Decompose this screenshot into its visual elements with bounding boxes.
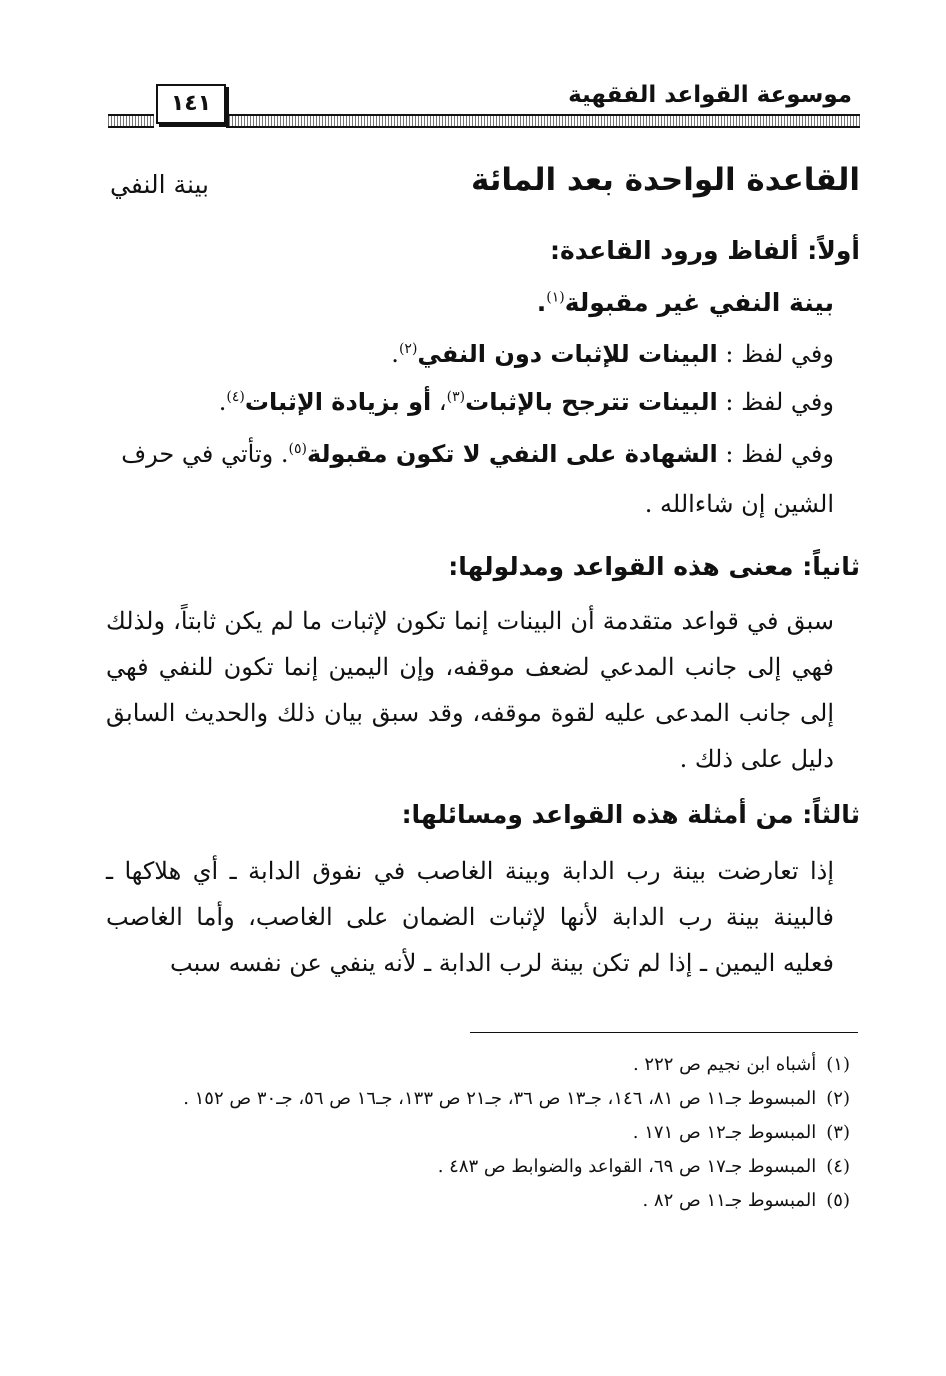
- footnotes: [114, 1048, 850, 1218]
- footnote-text: المبسوط جـ١٧ ص ٦٩، القواعد والضوابط ص ٤٨٣ .: [437, 1156, 817, 1177]
- variant-phrase: البينات للإثبات دون النفي: [417, 340, 718, 368]
- header-rule: [226, 114, 860, 128]
- footnote-item: [114, 1048, 850, 1082]
- footnote-text: أشباه ابن نجيم ص ٢٢٢ .: [632, 1054, 817, 1075]
- footnote-item: [114, 1082, 850, 1116]
- main-phrase: بينة النفي غير مقبولة: [564, 288, 834, 317]
- variant-prefix: وفي لفظ :: [717, 440, 834, 468]
- footnote-text: المبسوط جـ١٢ ص ١٧١ .: [632, 1122, 817, 1143]
- footnote-item: [114, 1184, 850, 1218]
- meaning-paragraph: سبق في قواعد متقدمة أن البينات إنما تكون لإثبات ما لم يكن ثابتاً، ولذلك فهي إلى جانب المدعي لضعف موقفه، وإن اليمين إنما تكون للنفي فهي إلى جانب المدعى عليه لقوة موقفه، وقد سبق بيان ذلك والحديث السابق دليل على ذلك .: [106, 607, 834, 773]
- footnote-ref-3[interactable]: (٣): [446, 389, 466, 405]
- variant-wording-4: [121, 440, 834, 468]
- page-number: ١٤١: [156, 84, 226, 124]
- variant-rest: . وتأتي في حرف: [121, 440, 289, 468]
- section-heading-meaning: ثانياً: معنى هذه القواعد ومدلولها:: [448, 552, 860, 581]
- running-header: [108, 78, 860, 126]
- examples-paragraph: إذا تعارضت بينة رب الدابة وبينة الغاصب في نفوق الدابة ـ أي هلاكها ـ فالبينة بينة رب الدابة لأنها لإثبات الضمان على الغاصب، وأما الغاصب فعليه اليمين ـ إذا لم تكن بينة لرب الدابة ـ لأنه ينفي عن نفسه سبب: [106, 857, 834, 977]
- variant-wording-2: وفي لفظ : البينات للإثبات دون النفي$^{(٢)}$.: [391, 340, 834, 368]
- footnote-ref-1[interactable]: (١): [546, 289, 565, 306]
- footnote-item: [114, 1150, 850, 1184]
- footnote-number: (٥): [826, 1190, 850, 1211]
- footnote-ref-5[interactable]: (٥): [288, 441, 307, 457]
- footnote-number: (٢): [826, 1088, 850, 1109]
- rule-subject: بينة النفي: [110, 170, 209, 199]
- section-heading-examples: ثالثاً: من أمثلة هذه القواعد ومسائلها:: [401, 800, 860, 829]
- footnote-item: [114, 1116, 850, 1150]
- variant-phrase-extra: أو بزيادة الإثبات: [244, 388, 432, 416]
- variant-phrase: الشهادة على النفي لا تكون مقبولة: [306, 440, 718, 468]
- footnote-number: (٤): [826, 1156, 850, 1177]
- book-title: موسوعة القواعد الفقهية: [568, 82, 852, 108]
- footnote-number: (٣): [826, 1122, 850, 1143]
- footnote-text: المبسوط جـ١١ ص ٨٢ .: [642, 1190, 817, 1211]
- footnote-text: المبسوط جـ١١ ص ٨١، ١٤٦، جـ١٣ ص ٣٦، جـ٢١ ص ١٣٣، جـ١٦ ص ٥٦، جـ٣٠ ص ١٥٢ .: [183, 1088, 817, 1109]
- variant-prefix: وفي لفظ :: [717, 388, 834, 416]
- footnote-ref-4[interactable]: (٤): [226, 389, 245, 405]
- footnote-separator: [470, 1032, 858, 1033]
- variant-prefix: وفي لفظ :: [717, 340, 834, 368]
- variant-continuation: الشين إن شاءالله .: [644, 490, 834, 518]
- footnote-ref-2[interactable]: (٢): [398, 341, 418, 357]
- footnote-number: (١): [826, 1054, 850, 1075]
- section-heading-wording: أولاً: ألفاظ ورود القاعدة:: [549, 236, 860, 265]
- variant-wording-3: وفي لفظ : البينات تترجح بالإثبات$^{(٣)}$، أو بزيادة الإثبات$^{(٤)}$.: [218, 388, 834, 416]
- main-wording: بينة النفي غير مقبولة$^{(١)}$.: [536, 288, 834, 317]
- variant-phrase: البينات تترجح بالإثبات: [465, 388, 718, 416]
- rule-title: القاعدة الواحدة بعد المائة: [470, 162, 860, 198]
- header-rule-left: [108, 114, 154, 128]
